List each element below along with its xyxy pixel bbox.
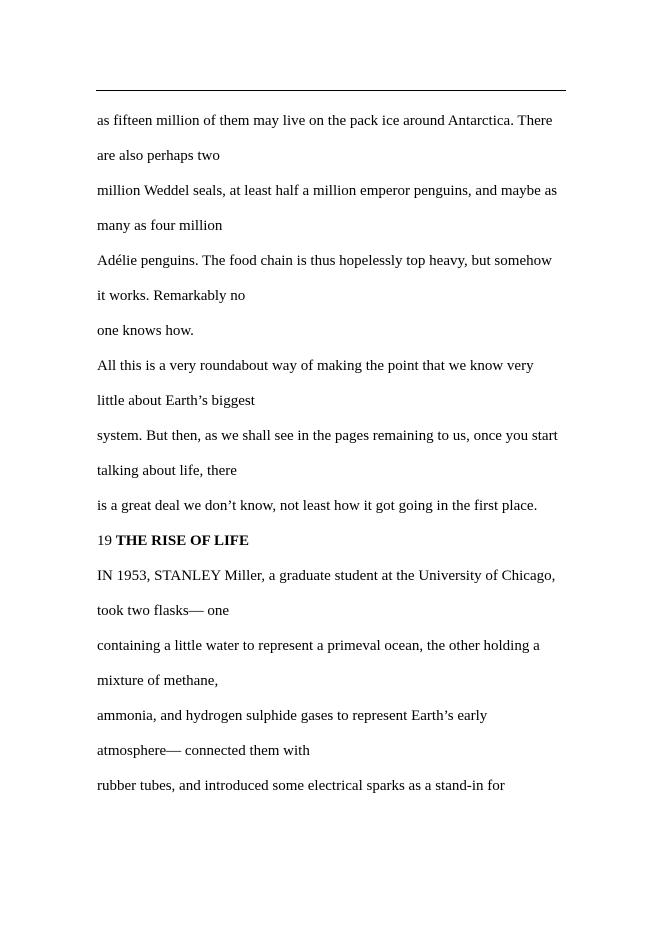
text-line: rubber tubes, and introduced some electrical sparks as a stand-in for — [97, 778, 505, 794]
header-rule — [96, 90, 566, 91]
text-line: Adélie penguins. The food chain is thus hopelessly top heavy, but somehow — [97, 253, 552, 269]
text-line: it works. Remarkably no — [97, 288, 246, 304]
text-line: one knows how. — [97, 323, 194, 339]
text-line: took two flasks— one — [97, 603, 230, 619]
chapter-heading — [97, 534, 577, 549]
text-line: mixture of methane, — [97, 673, 219, 689]
text-line: is a great deal we don’t know, not least how it got going in the first place. — [97, 498, 538, 514]
text-line: system. But then, as we shall see in the pages remaining to us, once you start — [97, 428, 558, 444]
text-line: containing a little water to represent a primeval ocean, the other holding a — [97, 638, 540, 654]
text-line: many as four million — [97, 218, 223, 234]
text-line: All this is a very roundabout way of making the point that we know very — [97, 358, 534, 374]
text-line: little about Earth’s biggest — [97, 393, 255, 409]
text-line: IN 1953, STANLEY Miller, a graduate student at the University of Chicago, — [97, 568, 556, 584]
chapter-number: 19 — [97, 533, 116, 549]
text-line: as fifteen million of them may live on the pack ice around Antarctica. There — [97, 113, 553, 129]
body-text — [97, 114, 577, 794]
text-line: are also perhaps two — [97, 148, 220, 164]
chapter-title: THE RISE OF LIFE — [115, 533, 249, 549]
text-line: talking about life, there — [97, 463, 237, 479]
text-line: ammonia, and hydrogen sulphide gases to represent Earth’s early — [97, 708, 488, 724]
text-line: atmosphere— connected them with — [97, 743, 310, 759]
text-line: million Weddel seals, at least half a million emperor penguins, and maybe as — [97, 183, 558, 199]
